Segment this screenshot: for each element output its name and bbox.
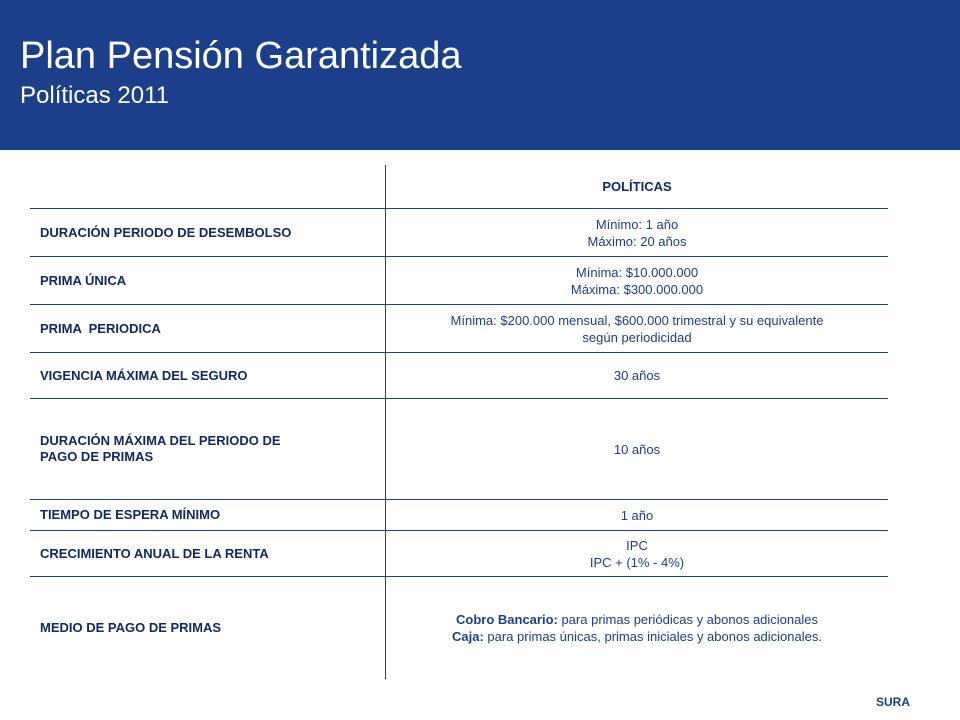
payment-bank-line xyxy=(456,611,818,628)
table-row xyxy=(30,209,888,257)
page-title: Plan Pensión Garantizada xyxy=(20,35,462,77)
column-header-politicas: POLÍTICAS xyxy=(602,179,672,194)
table-row xyxy=(30,577,888,679)
row-value-line: 1 año xyxy=(620,507,654,523)
row-value xyxy=(386,257,888,304)
row-value xyxy=(386,353,888,398)
row-value-line: IPC xyxy=(626,537,648,553)
row-value-payment xyxy=(386,577,888,679)
row-label: PRIMA PERIODICA xyxy=(40,320,161,336)
row-value-line: Mínima: $200.000 mensual, $600.000 trimestral y su equivalente xyxy=(450,312,824,328)
payment-bank-text: para primas periódicas y abonos adicionales xyxy=(557,612,818,627)
row-value-line: 10 años xyxy=(613,441,661,457)
table-row xyxy=(30,305,888,353)
row-value xyxy=(386,209,888,256)
table-row xyxy=(30,353,888,399)
page-subtitle: Políticas 2011 xyxy=(20,82,169,109)
payment-cash-line xyxy=(452,628,822,645)
row-value-line: según periodicidad xyxy=(582,329,692,345)
row-label: TIEMPO DE ESPERA MÍNIMO xyxy=(40,507,221,522)
table-row xyxy=(30,399,888,500)
table-header-row xyxy=(30,165,888,209)
row-value xyxy=(386,305,888,352)
row-label: MEDIO DE PAGO DE PRIMAS xyxy=(40,620,222,635)
row-value xyxy=(386,531,888,576)
row-value-line: Máxima: $300.000.000 xyxy=(570,281,704,297)
row-value xyxy=(386,500,888,530)
title-banner xyxy=(0,0,960,150)
payment-bank-label: Cobro Bancario: xyxy=(456,612,558,627)
row-value-line: Máximo: 20 años xyxy=(587,233,687,249)
policies-table xyxy=(30,165,888,679)
payment-cash-text: para primas únicas, primas iniciales y abonos adicionales. xyxy=(483,629,822,644)
row-label: DURACIÓN MÁXIMA DEL PERIODO DE PAGO DE PRIMAS xyxy=(40,433,281,464)
row-value-line: IPC + (1% - 4%) xyxy=(589,554,685,570)
row-label: VIGENCIA MÁXIMA DEL SEGURO xyxy=(40,367,248,383)
row-value-line: Mínima: $10.000.000 xyxy=(575,264,699,280)
row-label: PRIMA ÚNICA xyxy=(40,272,127,288)
row-value-line: Mínimo: 1 año xyxy=(595,216,679,232)
row-value-line: 30 años xyxy=(613,368,661,383)
table-row xyxy=(30,500,888,531)
row-label: CRECIMIENTO ANUAL DE LA RENTA xyxy=(40,545,269,561)
row-value xyxy=(386,399,888,499)
payment-cash-label: Caja: xyxy=(452,629,484,644)
brand-footer: SURA xyxy=(875,695,910,709)
table-row xyxy=(30,531,888,577)
table-row xyxy=(30,257,888,305)
row-label: DURACIÓN PERIODO DE DESEMBOLSO xyxy=(40,224,292,240)
